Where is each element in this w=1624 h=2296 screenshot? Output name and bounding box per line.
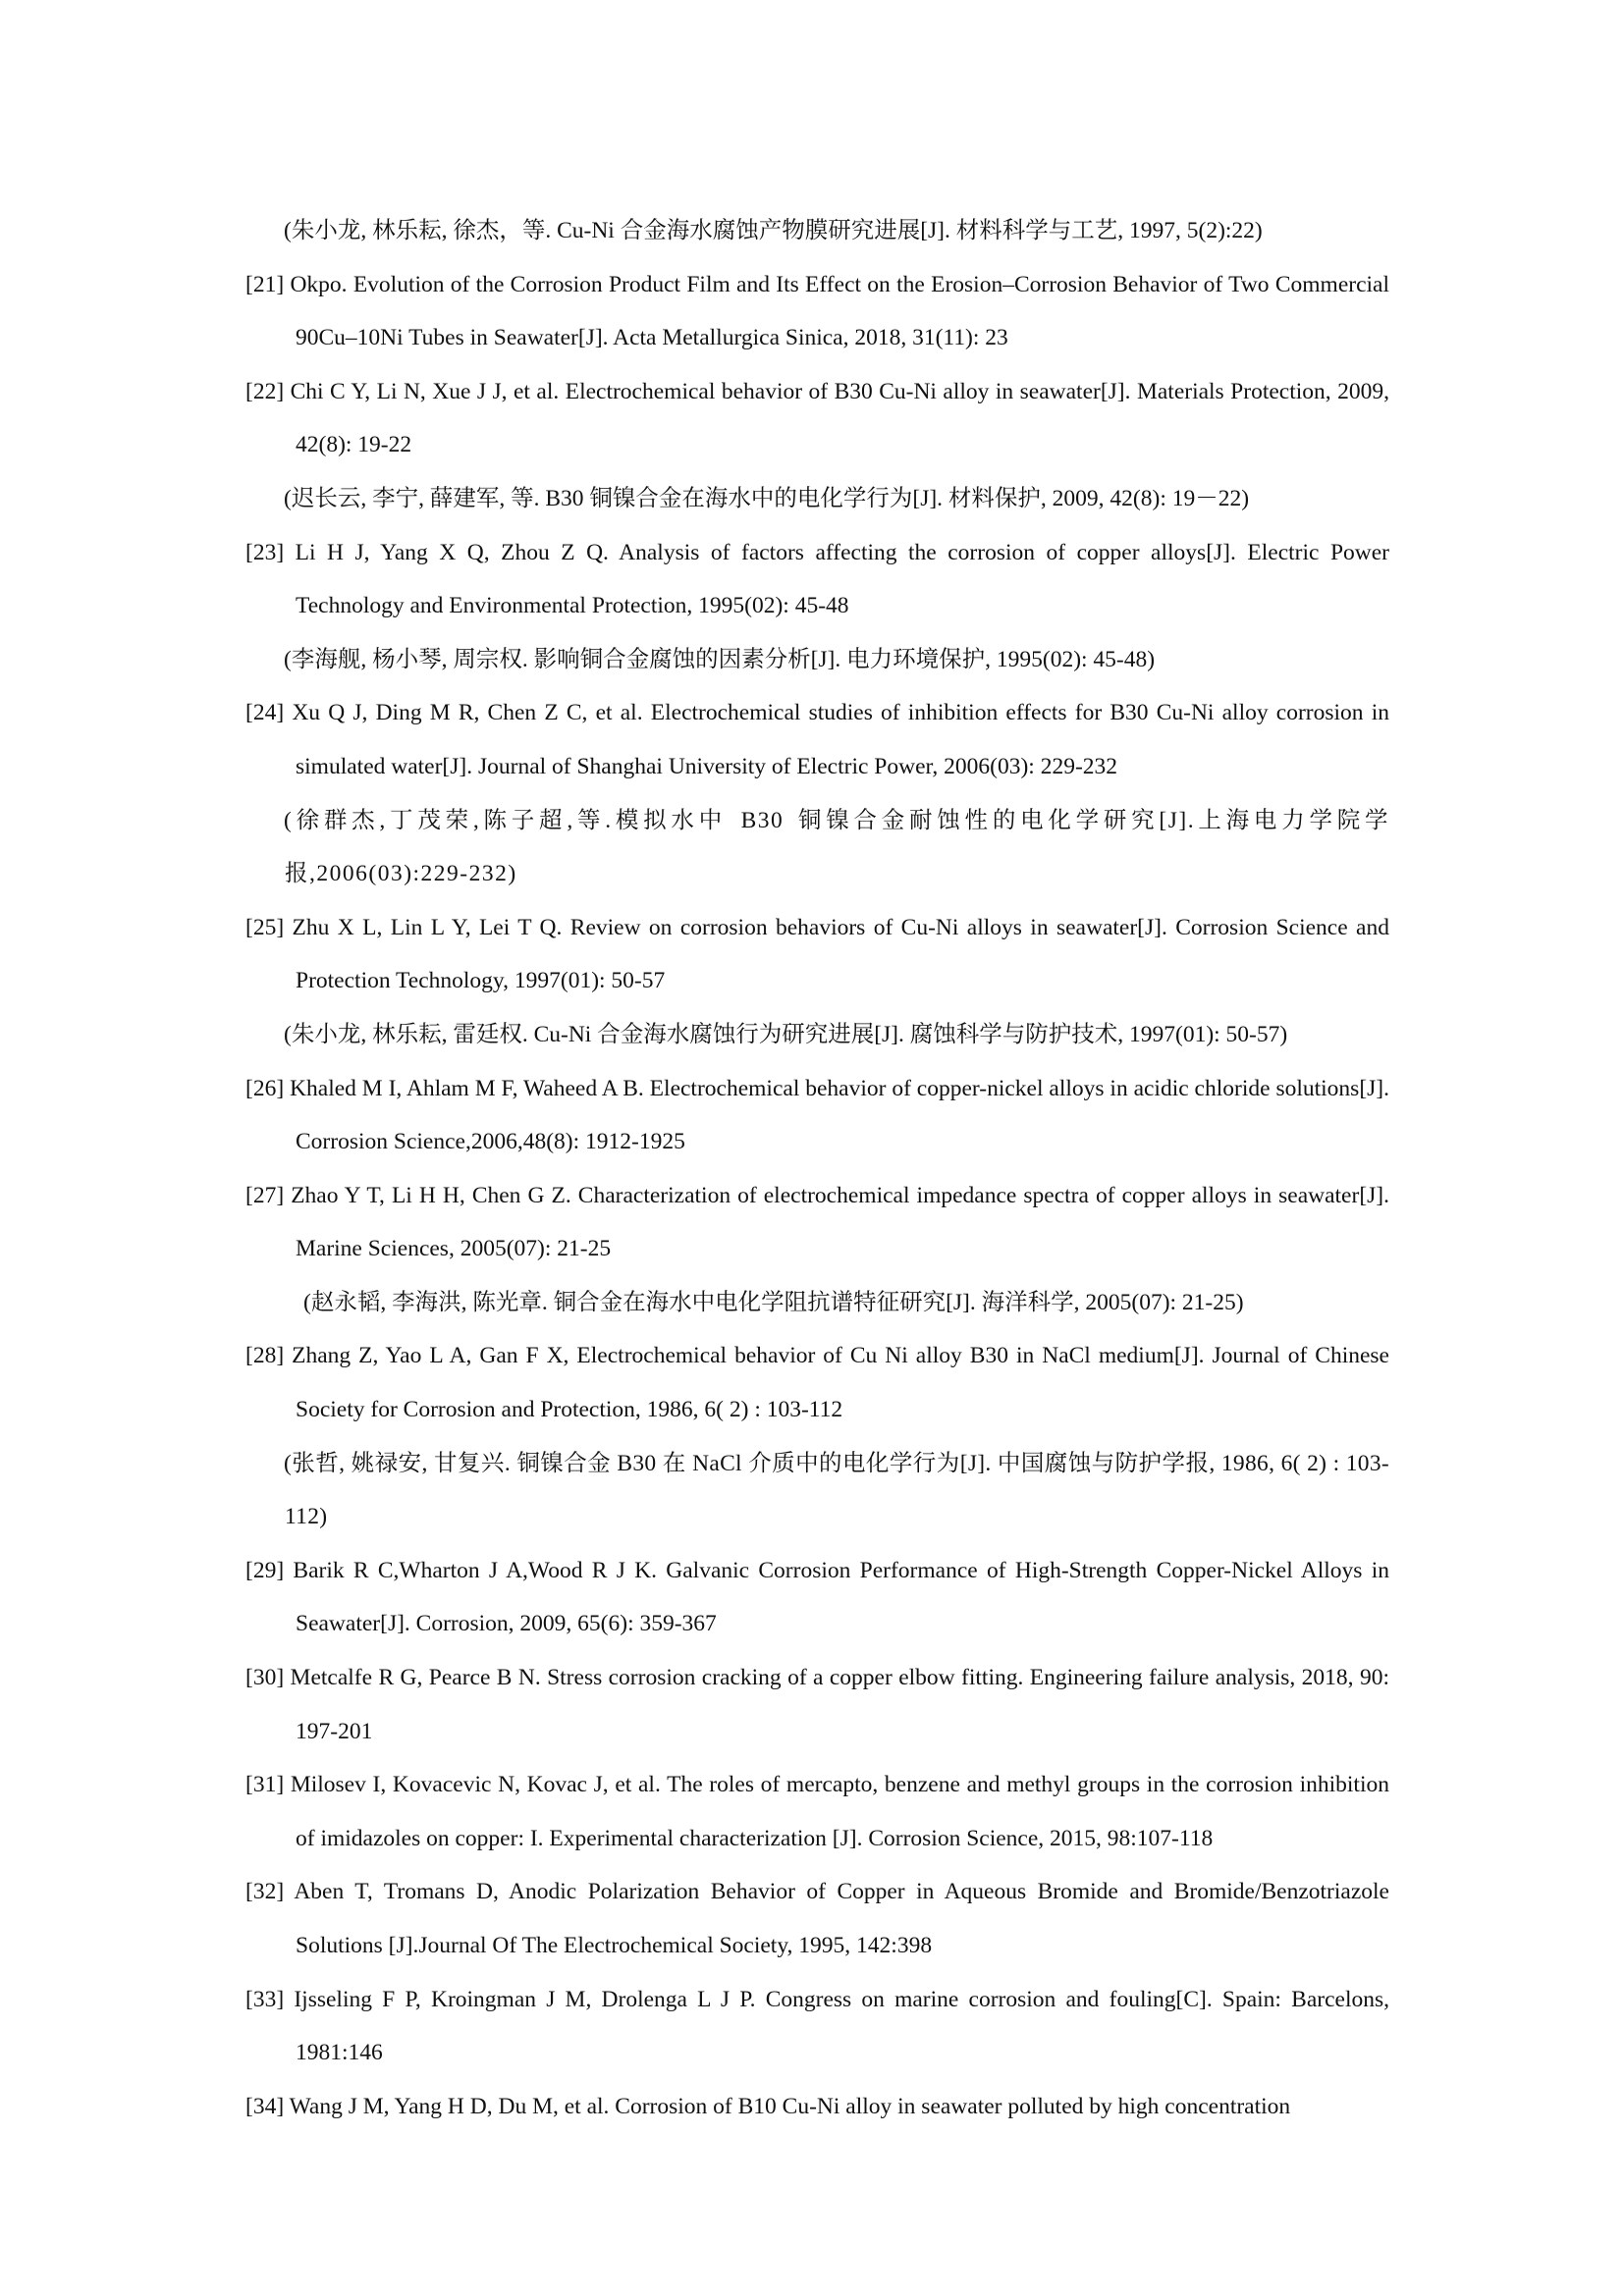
- reference-entry-28: [28] Zhang Z, Yao L A, Gan F X, Electrochemical behavior of Cu Ni alloy B30 in NaCl medium[J]. Journal of Chinese Society for Corrosion and Protection, 1986, 6( 2) : 103-112: [245, 1343, 1389, 1423]
- reference-translation: (朱小龙, 林乐耘, 徐杰，等. Cu-Ni 合金海水腐蚀产物膜研究进展[J]. 材料科学与工艺, 1997, 5(2):22): [284, 218, 1263, 243]
- reference-entry-30: [30] Metcalfe R G, Pearce B N. Stress corrosion cracking of a copper elbow fitting. Engineering failure analysis, 2018, 90: 197-201: [245, 1665, 1389, 1744]
- reference-entry-26: [26] Khaled M I, Ahlam M F, Waheed A B. Electrochemical behavior of copper-nickel alloys in acidic chloride solutions[J]. Corrosion Science,2006,48(8): 1912-1925: [245, 1075, 1389, 1155]
- reference-entry-29: [29] Barik R C,Wharton J A,Wood R J K. Galvanic Corrosion Performance of High-Strength Copper-Nickel Alloys in Seawater[J]. Corrosion, 2009, 65(6): 359-367: [245, 1557, 1389, 1637]
- reference-translation: (张哲, 姚禄安, 甘复兴. 铜镍合金 B30 在 NaCl 介质中的电化学行为[J]. 中国腐蚀与防护学报, 1986, 6( 2) : 103-112): [284, 1450, 1389, 1530]
- reference-entry-23: [23] Li H J, Yang X Q, Zhou Z Q. Analysis of factors affecting the corrosion of copper alloys[J]. Electric Power Technology and Environmental Protection, 1995(02): 45-48: [245, 539, 1389, 619]
- reference-entry-25: [25] Zhu X L, Lin L Y, Lei T Q. Review on corrosion behaviors of Cu-Ni alloys in seawater[J]. Corrosion Science and Protection Technology, 1997(01): 50-57: [245, 914, 1389, 994]
- reference-entry-21: [21] Okpo. Evolution of the Corrosion Product Film and Its Effect on the Erosion–Corrosion Behavior of Two Commercial 90Cu–10Ni Tubes in Seawater[J]. Acta Metallurgica Sinica, 2018, 31(11): 23: [245, 271, 1389, 351]
- reference-translation: (迟长云, 李宁, 薛建军, 等. B30 铜镍合金在海水中的电化学行为[J]. 材料保护, 2009, 42(8): 19－22): [284, 485, 1250, 511]
- reference-entry-24: [24] Xu Q J, Ding M R, Chen Z C, et al. Electrochemical studies of inhibition effects for B30 Cu-Ni alloy corrosion in simulated water[J]. Journal of Shanghai University of Electric Power, 2006(03): 229-232: [245, 700, 1389, 779]
- reference-entry-22: [22] Chi C Y, Li N, Xue J J, et al. Electrochemical behavior of B30 Cu-Ni alloy in seawater[J]. Materials Protection, 2009, 42(8): 19-22: [245, 378, 1389, 458]
- reference-entry-27: [27] Zhao Y T, Li H H, Chen G Z. Characterization of electrochemical impedance spectra of copper alloys in seawater[J]. Marine Sciences, 2005(07): 21-25: [245, 1182, 1389, 1262]
- reference-list: [245, 204, 1389, 2133]
- reference-translation: (赵永韬, 李海洪, 陈光章. 铜合金在海水中电化学阻抗谱特征研究[J]. 海洋科学, 2005(07): 21-25): [303, 1289, 1244, 1315]
- reference-entry-33: [33] Ijsseling F P, Kroingman J M, Drolenga L J P. Congress on marine corrosion and fouling[C]. Spain: Barcelons, 1981:146: [245, 1986, 1389, 2066]
- reference-entry-31: [31] Milosev I, Kovacevic N, Kovac J, et al. The roles of mercapto, benzene and methyl groups in the corrosion inhibition of imidazoles on copper: I. Experimental characterization [J]. Corrosion Science, 2015, 98:107-118: [245, 1772, 1389, 1851]
- reference-translation: (朱小龙, 林乐耘, 雷廷权. Cu-Ni 合金海水腐蚀行为研究进展[J]. 腐蚀科学与防护技术, 1997(01): 50-57): [284, 1021, 1288, 1047]
- reference-entry-32: [32] Aben T, Tromans D, Anodic Polarization Behavior of Copper in Aqueous Bromide and Bromide/Benzotriazole Solutions [J].Journal Of The Electrochemical Society, 1995, 142:398: [245, 1879, 1389, 1958]
- reference-translation: (徐群杰,丁茂荣,陈子超,等.模拟水中 B30 铜镍合金耐蚀性的电化学研究[J].上海电力学院学报,2006(03):229-232): [284, 807, 1389, 887]
- reference-entry-34: [34] Wang J M, Yang H D, Du M, et al. Corrosion of B10 Cu-Ni alloy in seawater polluted by high concentration: [245, 2093, 1291, 2119]
- reference-translation: (李海舰, 杨小琴, 周宗权. 影响铜合金腐蚀的因素分析[J]. 电力环境保护, 1995(02): 45-48): [284, 646, 1156, 672]
